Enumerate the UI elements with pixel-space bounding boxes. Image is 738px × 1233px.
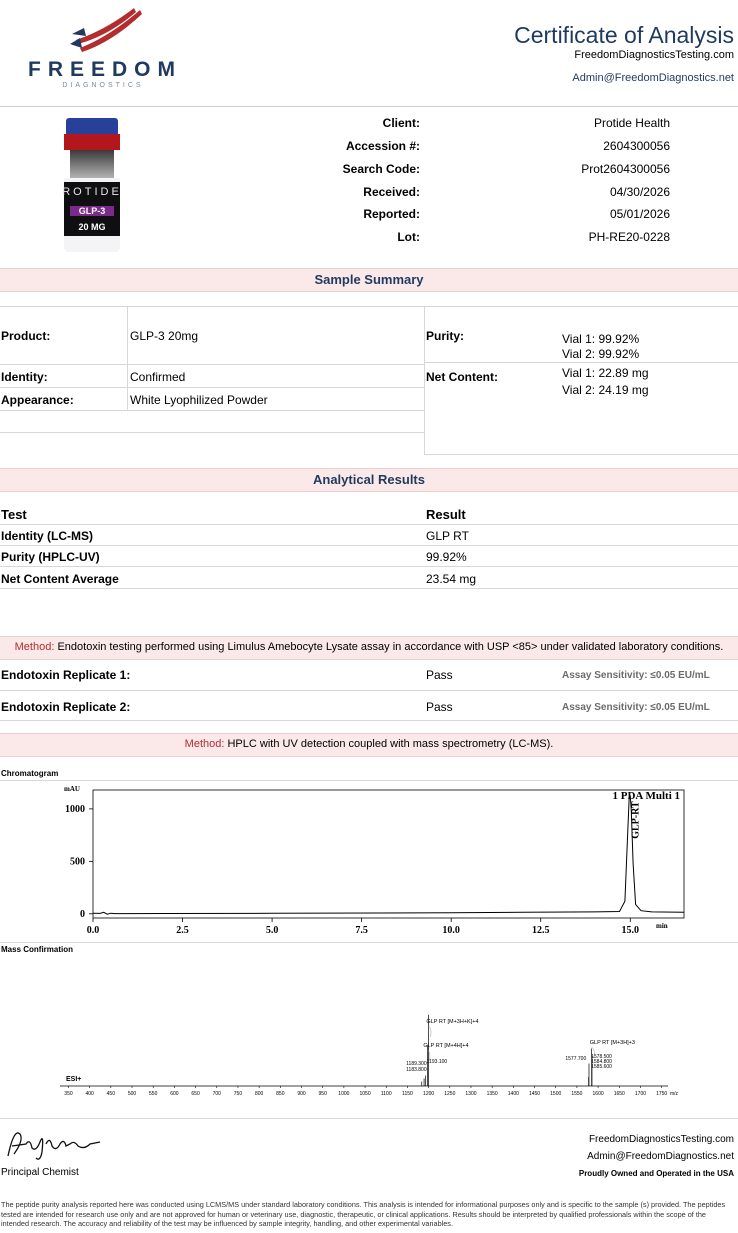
net-content-label: Net Content: bbox=[426, 370, 498, 384]
mz-tick-label: 950 bbox=[318, 1091, 327, 1097]
client-value: Protide Health bbox=[593, 116, 670, 130]
hplc-method-prefix: Method: bbox=[184, 738, 225, 750]
peak-label: GLP-RT bbox=[630, 801, 642, 839]
mz-tick-label: 1400 bbox=[507, 1091, 519, 1097]
x-tick-label: 15.0 bbox=[621, 925, 640, 936]
disclaimer: The peptide purity analysis reported here was conducted using LCMS/MS under standard laboratory conditions. This analysis is intended for informational purposes only and is specific to the sample (s) provided. The peptides tested are intended for research use only and are not approved for human or veterinary use, diagnostic, therapeutic, or clinical applications. Results should be interpreted by qualified professionals within the scope of the intended research. The accuracy and reliability of the test may be influenced by sample integrity, handling, and other experimental variables. bbox=[1, 1200, 726, 1228]
endotoxin-rep1-label: Endotoxin Replicate 1: bbox=[1, 668, 131, 682]
purity-vial1: Vial 1: 99.92% bbox=[562, 332, 640, 346]
vial-product: GLP-3 bbox=[70, 206, 114, 216]
appearance-value: White Lyophilized Powder bbox=[130, 393, 268, 407]
footer-tagline: Proudly Owned and Operated in the USA bbox=[578, 1169, 734, 1178]
mass-spectrum-chart bbox=[0, 1008, 738, 1103]
received-value: 04/30/2026 bbox=[609, 185, 670, 199]
mz-tick-label: 850 bbox=[276, 1091, 285, 1097]
method-prefix: Method: bbox=[14, 641, 55, 653]
peak-mz-label: 1193.100 bbox=[426, 1059, 448, 1065]
flag-swoosh-icon bbox=[70, 8, 150, 53]
x-tick-label: 12.5 bbox=[531, 925, 550, 936]
signer-role: Principal Chemist bbox=[1, 1167, 79, 1178]
mz-tick-label: 1050 bbox=[359, 1091, 371, 1097]
signature bbox=[4, 1124, 114, 1164]
endotoxin-rep1-result: Pass bbox=[426, 668, 453, 682]
search-code-value: Prot2604300056 bbox=[581, 162, 670, 176]
mz-tick-label: 1600 bbox=[592, 1091, 604, 1097]
identity-value: Confirmed bbox=[130, 370, 186, 384]
footer-email[interactable]: Admin@FreedomDiagnostics.net bbox=[587, 1151, 734, 1162]
ion-mode-label: ESI+ bbox=[66, 1076, 82, 1083]
received-label: Received: bbox=[363, 185, 420, 199]
chromatogram-chart bbox=[0, 782, 738, 938]
y-tick-label: 500 bbox=[70, 856, 85, 868]
x-tick-label: 5.0 bbox=[265, 925, 279, 936]
mass-title: Mass Confirmation bbox=[1, 945, 74, 954]
table-row-test: Identity (LC-MS) bbox=[1, 529, 93, 543]
mz-axis-label: m/z bbox=[670, 1091, 679, 1097]
mz-tick-label: 600 bbox=[170, 1091, 179, 1097]
mz-tick-label: 1350 bbox=[486, 1091, 498, 1097]
endotoxin-rep1-sensitivity: Assay Sensitivity: ≤0.05 EU/mL bbox=[562, 670, 710, 681]
product-label: Product: bbox=[1, 329, 51, 343]
header-website[interactable]: FreedomDiagnosticsTesting.com bbox=[574, 49, 734, 61]
x-tick-label: 7.5 bbox=[355, 925, 368, 936]
product-vial-image bbox=[60, 118, 124, 258]
mz-tick-label: 400 bbox=[85, 1091, 94, 1097]
method-text: Endotoxin testing performed using Limulus Amebocyte Lysate assay in accordance with USP <85> under validated laboratory conditions. bbox=[57, 641, 724, 653]
mz-tick-label: 1200 bbox=[423, 1091, 435, 1097]
mz-tick-label: 1450 bbox=[528, 1091, 541, 1097]
mz-tick-label: 800 bbox=[254, 1091, 264, 1097]
mz-tick-label: 350 bbox=[64, 1091, 73, 1097]
endotoxin-rep2-label: Endotoxin Replicate 2: bbox=[1, 700, 131, 714]
purity-label: Purity: bbox=[426, 329, 465, 343]
mz-tick-label: 500 bbox=[127, 1091, 137, 1097]
vial-dose: 20 MG bbox=[78, 222, 106, 232]
table-row-test: Net Content Average bbox=[1, 572, 119, 586]
mz-tick-label: 450 bbox=[106, 1091, 116, 1097]
x-tick-label: 10.0 bbox=[442, 925, 460, 936]
mz-tick-label: 1000 bbox=[338, 1091, 350, 1097]
mz-tick-label: 750 bbox=[233, 1091, 243, 1097]
lot-value: PH-RE20-0228 bbox=[588, 230, 670, 244]
mz-tick-label: 1150 bbox=[402, 1091, 413, 1097]
plot-frame bbox=[93, 790, 684, 918]
peak-mz-label: 1585.600 bbox=[591, 1064, 612, 1070]
analytical-title: Analytical Results bbox=[313, 472, 425, 487]
purity-vial2: Vial 2: 99.92% bbox=[562, 347, 640, 361]
reported-value: 05/01/2026 bbox=[609, 207, 670, 221]
y-axis-label: mAU bbox=[64, 785, 80, 793]
table-row-result: 99.92% bbox=[426, 550, 467, 564]
appearance-label: Appearance: bbox=[1, 393, 74, 407]
product-value: GLP-3 20mg bbox=[130, 329, 199, 343]
peak-mz-label: 1189.300 bbox=[406, 1061, 427, 1067]
mz-tick-label: 1650 bbox=[613, 1091, 625, 1097]
brand-sub: DIAGNOSTICS bbox=[62, 82, 144, 89]
identity-label: Identity: bbox=[1, 370, 48, 384]
table-row-result: 23.54 mg bbox=[426, 572, 477, 586]
endotoxin-rep2-sensitivity: Assay Sensitivity: ≤0.05 EU/mL bbox=[562, 702, 710, 713]
signature-scribble-icon bbox=[4, 1124, 114, 1164]
mz-tick-label: 1250 bbox=[444, 1091, 456, 1097]
peak-mz-label: 1584.800 bbox=[591, 1059, 612, 1065]
y-tick-label: 0 bbox=[80, 908, 85, 920]
lot-label: Lot: bbox=[397, 230, 420, 244]
net-vial2: Vial 2: 24.19 mg bbox=[562, 383, 649, 397]
table-row-test: Purity (HPLC-UV) bbox=[1, 550, 100, 564]
chromatogram-trace bbox=[93, 796, 684, 914]
mz-tick-label: 1700 bbox=[634, 1091, 647, 1097]
search-code-label: Search Code: bbox=[342, 162, 420, 176]
endotoxin-method bbox=[0, 641, 738, 653]
mz-tick-label: 1750 bbox=[656, 1091, 668, 1097]
chromatogram-title: Chromatogram bbox=[1, 769, 59, 778]
mz-tick-label: 1500 bbox=[550, 1091, 562, 1097]
peak-mz-label: 1577.700 bbox=[565, 1056, 587, 1062]
footer-website[interactable]: FreedomDiagnosticsTesting.com bbox=[588, 1134, 734, 1145]
mz-tick-label: 1550 bbox=[571, 1091, 583, 1097]
hplc-method-text: HPLC with UV detection coupled with mass spectrometry (LC-MS). bbox=[227, 738, 554, 750]
client-label: Client: bbox=[382, 116, 420, 130]
endotoxin-rep2-result: Pass bbox=[426, 700, 453, 714]
mz-tick-label: 1300 bbox=[465, 1091, 477, 1097]
header-email[interactable]: Admin@FreedomDiagnostics.net bbox=[572, 72, 734, 84]
vial-brand: ROTIDE bbox=[62, 186, 122, 198]
mz-tick-label: 550 bbox=[149, 1091, 158, 1097]
col-test-header: Test bbox=[1, 507, 27, 522]
x-axis-label: min bbox=[656, 922, 668, 930]
brand-name: FREEDOM bbox=[28, 58, 182, 81]
y-tick-label: 1000 bbox=[65, 803, 85, 815]
mz-tick-label: 900 bbox=[297, 1091, 306, 1097]
accession-label: Accession #: bbox=[345, 139, 420, 153]
peak-annotation: GLP RT [M+3H]+3 bbox=[589, 1040, 635, 1046]
net-vial1: Vial 1: 22.89 mg bbox=[562, 366, 649, 380]
x-tick-label: 2.5 bbox=[176, 925, 189, 936]
sample-summary-title: Sample Summary bbox=[314, 272, 424, 287]
hplc-method bbox=[0, 738, 738, 750]
chart-legend: 1 PDA Multi 1 bbox=[612, 790, 680, 802]
mz-tick-label: 1100 bbox=[380, 1091, 392, 1097]
peak-mz-label: 1578.500 bbox=[591, 1054, 612, 1060]
reported-label: Reported: bbox=[363, 207, 420, 221]
table-row-result: GLP RT bbox=[426, 529, 469, 543]
accession-value: 2604300056 bbox=[603, 139, 670, 153]
annotation-leader bbox=[428, 1026, 431, 1037]
brand-logo bbox=[28, 8, 182, 93]
mz-tick-label: 700 bbox=[212, 1091, 221, 1097]
x-tick-label: 0.0 bbox=[86, 925, 100, 936]
mz-tick-label: 650 bbox=[191, 1091, 200, 1097]
page-title: Certificate of Analysis bbox=[514, 22, 734, 48]
peak-annotation: GLP RT [M+3H+K]+4 bbox=[426, 1019, 479, 1025]
col-result-header: Result bbox=[426, 507, 466, 522]
peak-mz-label: 1183.800 bbox=[406, 1067, 427, 1073]
peak-annotation: GLP RT [M+4H]+4 bbox=[423, 1043, 469, 1049]
